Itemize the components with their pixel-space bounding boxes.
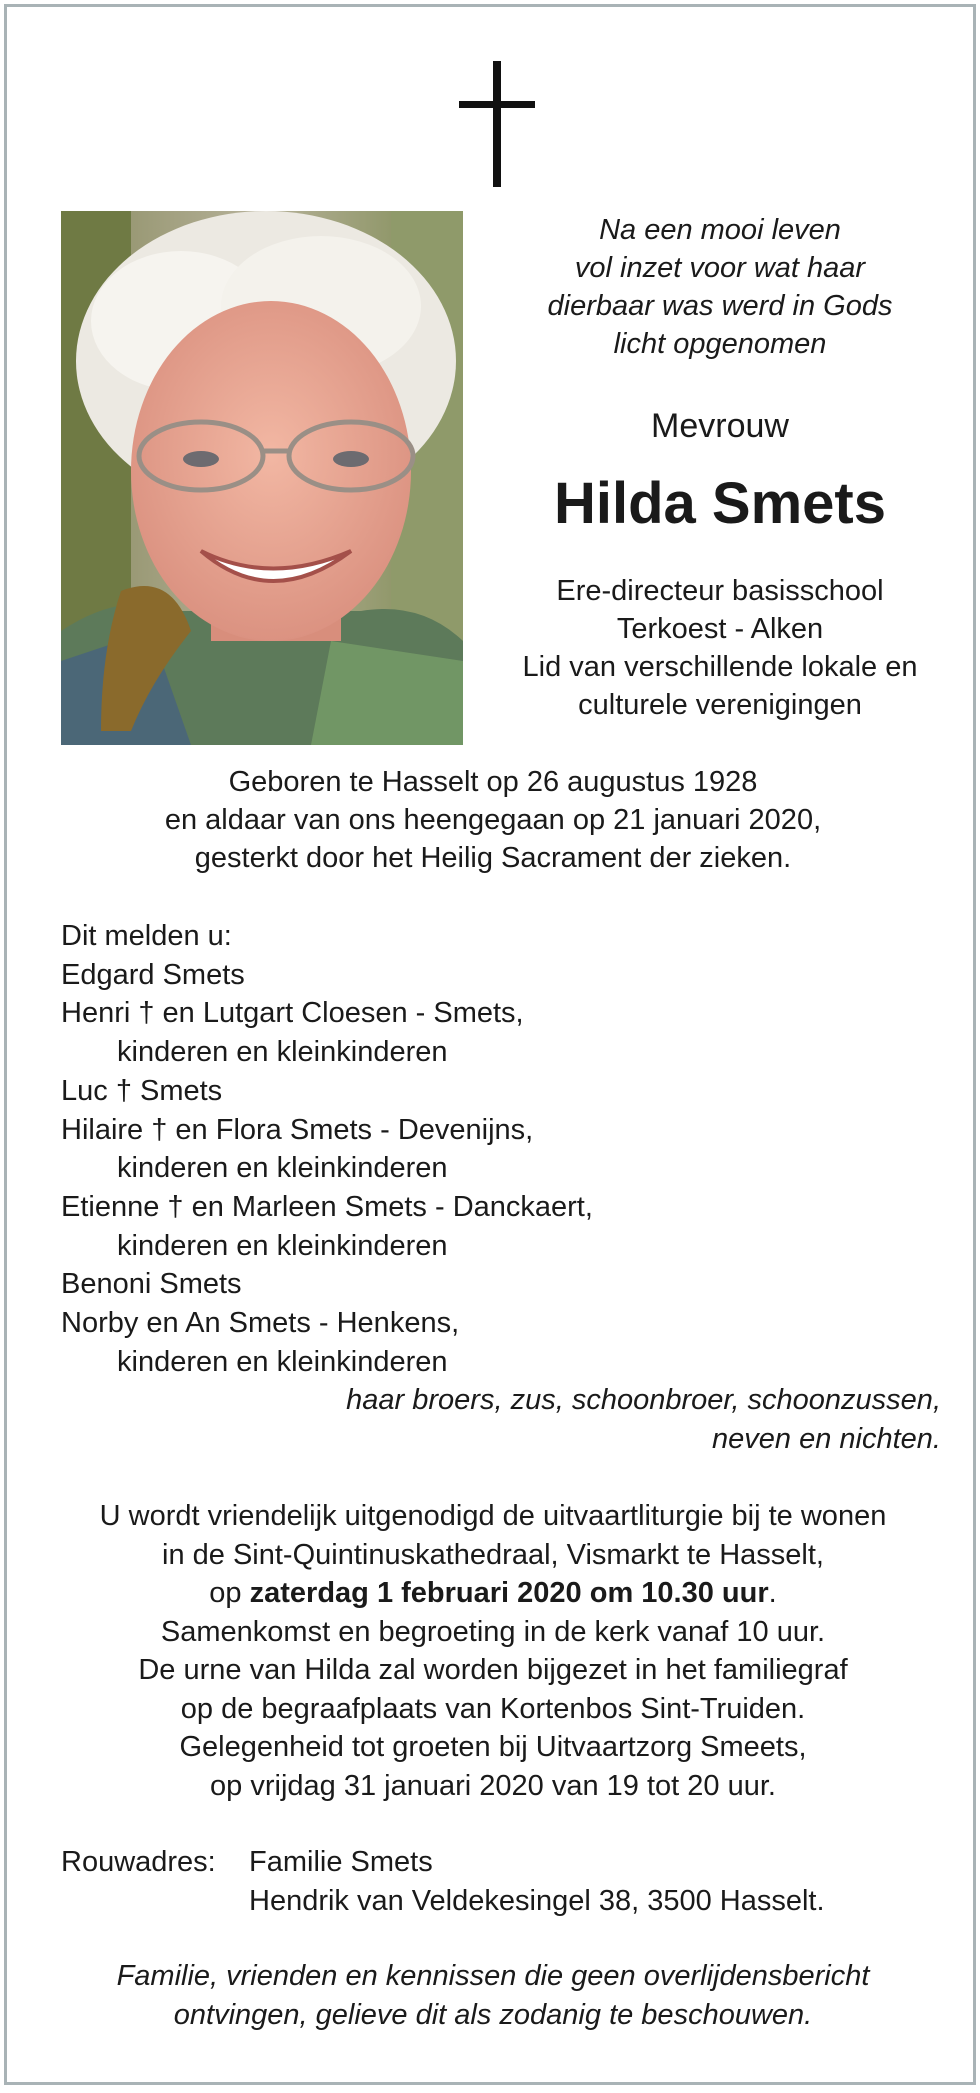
family-member-children: kinderen en kleinkinderen xyxy=(117,1036,448,1069)
sacrament-line: gesterkt door het Heilig Sacrament der zieken. xyxy=(194,842,792,874)
invite-line: op de begraafplaats van Kortenbos Sint-Truiden. xyxy=(180,1692,806,1725)
role-line: Ere-directeur basisschool xyxy=(556,575,884,607)
family-member: Luc † Smets xyxy=(61,1074,223,1107)
invite-line: op vrijdag 31 januari 2020 van 19 tot 20 uur. xyxy=(210,1769,776,1802)
cross-icon xyxy=(459,61,535,187)
intro-verse xyxy=(495,211,945,363)
family-member-children: kinderen en kleinkinderen xyxy=(117,1152,448,1185)
address-family: Familie Smets xyxy=(249,1846,433,1878)
family-member: Norby en An Smets - Henkens, xyxy=(61,1307,460,1340)
invite-line: Gelegenheid tot groeten bij Uitvaartzorg Smeets, xyxy=(179,1731,807,1763)
family-intro: Dit melden u: xyxy=(61,920,232,952)
family-member: Hilaire † en Flora Smets - Devenijns, xyxy=(61,1113,534,1146)
role-line: Lid van verschillende lokale en xyxy=(522,651,918,683)
invite-date-line xyxy=(47,1574,939,1613)
relatives-line: haar broers, zus, schoonbroer, schoonzussen, xyxy=(346,1384,941,1417)
intro-line: Na een mooi leven xyxy=(599,214,841,246)
family-member-children: kinderen en kleinkinderen xyxy=(117,1229,448,1262)
salutation: Mevrouw xyxy=(651,407,789,445)
mourning-address xyxy=(61,1843,941,1920)
birth-death-info xyxy=(47,763,939,877)
relatives-line: neven en nichten. xyxy=(712,1423,941,1456)
intro-line: licht opgenomen xyxy=(613,328,827,360)
invite-date-prefix: op xyxy=(209,1577,250,1609)
birth-line: Geboren te Hasselt op 26 augustus 1928 xyxy=(228,766,758,798)
invite-line: U wordt vriendelijk uitgenodigd de uitvaartliturgie bij te wonen xyxy=(99,1500,887,1532)
family-member: Benoni Smets xyxy=(61,1268,242,1301)
closing-note xyxy=(47,1957,939,2034)
death-line: en aldaar van ons heengegaan op 21 januari 2020, xyxy=(164,804,822,836)
role-line: culturele verenigingen xyxy=(578,689,862,721)
death-notice xyxy=(4,4,976,2085)
portrait-photo xyxy=(61,211,463,745)
intro-line: vol inzet voor wat haar xyxy=(574,252,866,284)
deceased-name: Hilda Smets xyxy=(554,471,886,536)
invite-line: Samenkomst en begroeting in de kerk vanaf 10 uur. xyxy=(160,1615,826,1648)
funeral-date: zaterdag 1 februari 2020 om 10.30 uur xyxy=(249,1577,769,1609)
invite-date-suffix: . xyxy=(768,1577,777,1609)
family-member: Edgard Smets xyxy=(61,958,245,991)
intro-line: dierbaar was werd in Gods xyxy=(547,290,893,322)
role-line: Terkoest - Alken xyxy=(616,613,824,645)
closing-line: ontvingen, gelieve dit als zodanig te beschouwen. xyxy=(173,1998,813,2031)
family-member: Henri † en Lutgart Cloesen - Smets, xyxy=(61,997,524,1030)
address-street: Hendrik van Veldekesingel 38, 3500 Hasselt. xyxy=(249,1884,825,1917)
invite-location: in de Sint-Quintinuskathedraal, Vismarkt te Hasselt, xyxy=(162,1538,824,1571)
address-label: Rouwadres: xyxy=(61,1846,216,1878)
role-description xyxy=(495,572,945,724)
invite-line: De urne van Hilda zal worden bijgezet in het familiegraf xyxy=(138,1654,848,1686)
closing-line: Familie, vrienden en kennissen die geen overlijdensbericht xyxy=(116,1960,870,1992)
family-list xyxy=(61,917,941,1459)
family-member: Etienne † en Marleen Smets - Danckaert, xyxy=(61,1190,593,1223)
family-member-children: kinderen en kleinkinderen xyxy=(117,1345,448,1378)
funeral-invitation xyxy=(47,1497,939,1805)
